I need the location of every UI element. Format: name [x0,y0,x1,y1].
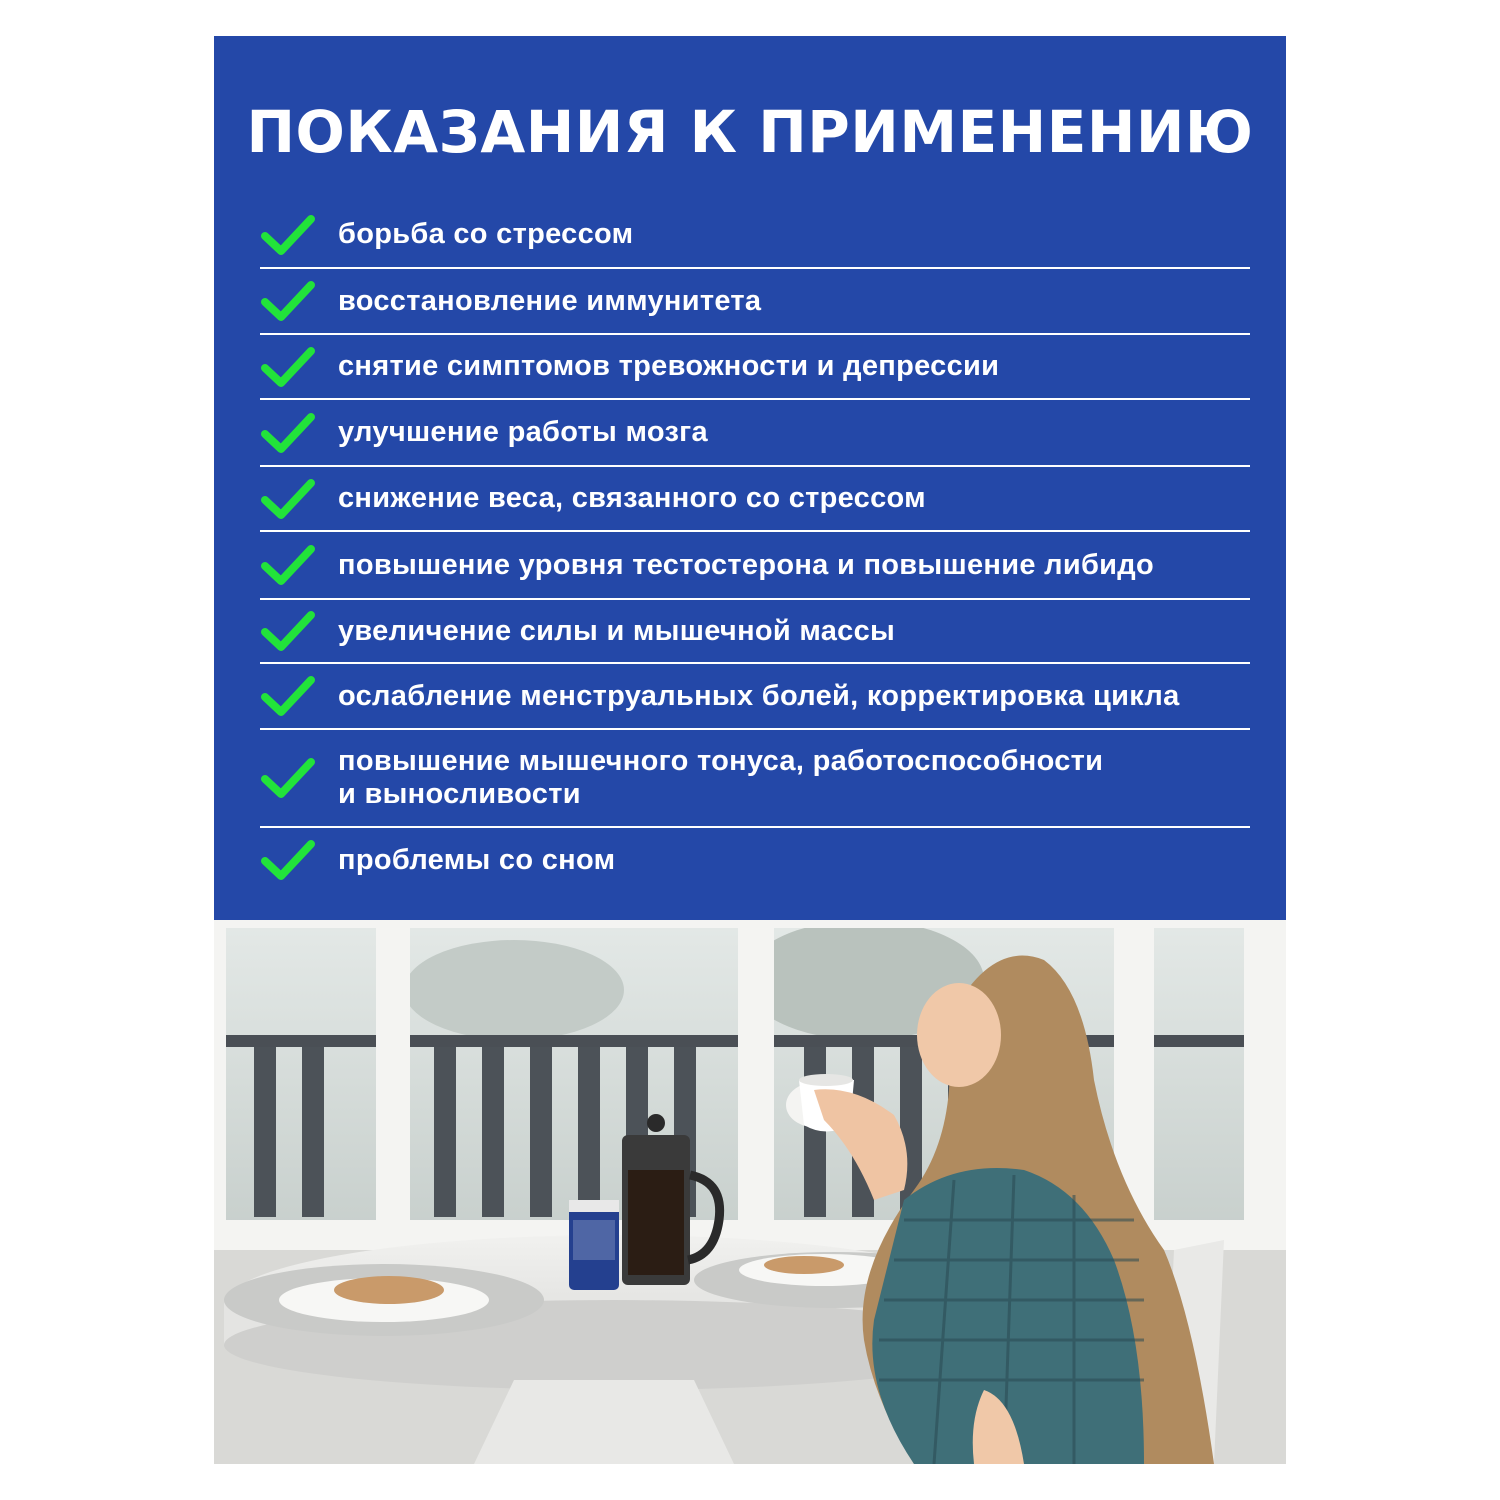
indication-label: восстановление иммунитета [338,284,762,317]
indication-label: повышение уровня тестостерона и повышение либидо [338,548,1155,581]
list-item [260,335,1250,400]
check-icon [260,477,316,521]
check-icon [260,838,316,882]
check-icon [260,543,316,587]
check-icon [260,674,316,718]
indication-line: и выносливости [338,778,581,810]
check-icon [260,609,316,653]
infographic-card [214,36,1286,1464]
page-title: ПОКАЗАНИЯ К ПРИМЕНЕНИЮ [246,98,1254,166]
indication-label: увеличение силы и мышечной массы [338,614,896,647]
check-icon [260,345,316,389]
indication-label: снятие симптомов тревожности и депрессии [338,350,1000,382]
indication-label: улучшение работы мозга [338,416,708,448]
list-item [260,600,1250,664]
indications-list [260,202,1250,892]
list-item [260,400,1250,467]
indication-label: снижение веса, связанного со стрессом [338,482,926,514]
check-icon [260,279,316,323]
check-icon [260,411,316,455]
list-item [260,202,1250,269]
list-item [260,730,1250,828]
indication-label [338,745,1103,811]
indication-label: проблемы со сном [338,843,616,876]
indications-panel [214,36,1286,920]
list-item [260,828,1250,892]
breakfast-photo [214,920,1286,1464]
indication-label: борьба со стрессом [338,218,634,250]
list-item [260,532,1250,600]
indication-line: повышение мышечного тонуса, работоспособности [338,745,1104,777]
check-icon [260,756,316,800]
list-item [260,269,1250,335]
list-item [260,467,1250,532]
indication-label: ослабление менструальных болей, корректировка цикла [338,679,1180,712]
list-item [260,664,1250,730]
check-icon [260,213,316,257]
